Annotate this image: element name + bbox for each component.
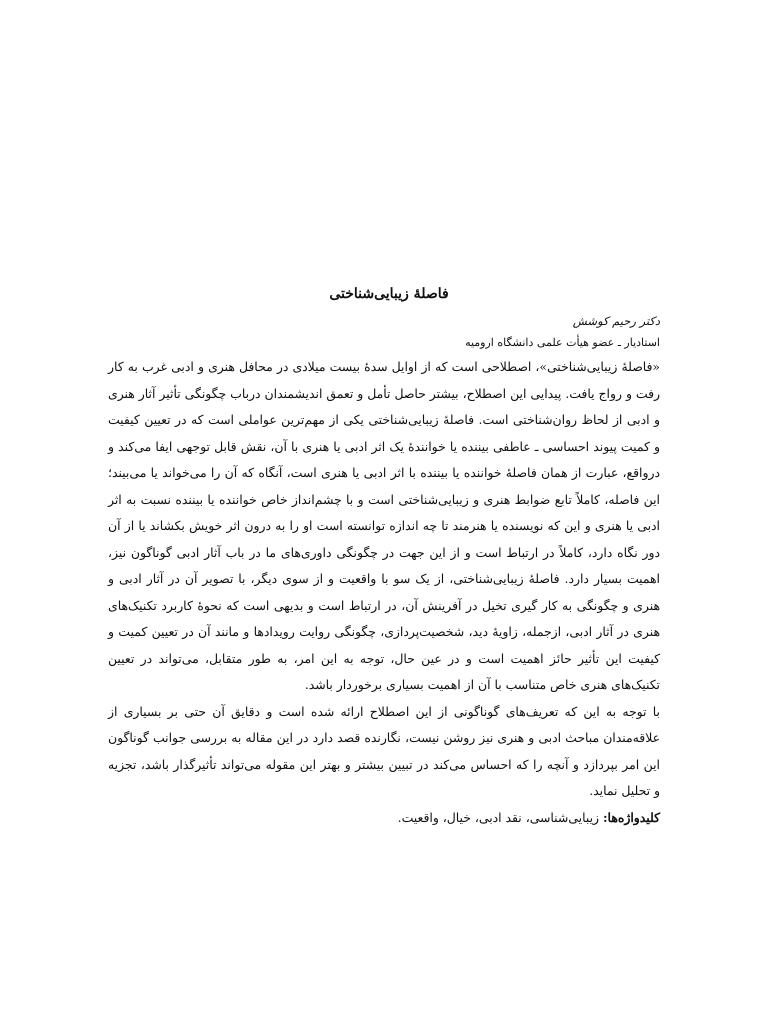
article-title: فاصلهٔ زیبایی‌شناختی <box>329 286 449 302</box>
article-page <box>108 284 660 831</box>
abstract-paragraph-2: با توجه به این که تعریف‌های گوناگونی از این اصطلاح ارائه شده است و دقایق آن حتی بر بسیاری از علاقه‌مندان مباحث ادبی و هنری نیز روشن نیست، نگارنده قصد دارد در این مقاله به بررسی جوانب گوناگون این امر بپردازد و آنچه را که احساس می‌کند در تبیین بیشتر و بهتر این مقوله می‌تواند تأثیرگذار باشد، تجزیه و تحلیل نماید. <box>108 703 660 798</box>
abstract <box>108 354 660 805</box>
abstract-paragraph-1: «فاصلهٔ زیبایی‌شناختی»، اصطلاحی است که از اوایل سدهٔ بیست میلادی در محافل هنری و ادبی غرب به کار رفت و رواج یافت. پیدایی این اصطلاح، بیشتر حاصل تأمل و تعمق اندیشمندان درباب چگونگی تأثیر آثار هنری و ادبی از لحاظ روان‌شناختی است. فاصلهٔ زیبایی‌شناختی یکی از مهم‌ترین عواملی است که در تعیین کیفیت و کمیت پیوند احساسی ـ عاطفی بیننده یا خوانندهٔ یک اثر ادبی یا هنری با آن، نقش قابل توجهی ایفا می‌کند و درواقع، عبارت از همان فاصلهٔ خواننده یا بیننده با اثر ادبی یا هنری است، آنگاه که آن را می‌خواند یا می‌بیند؛ این فاصله، کاملاً تابع ضوابط هنری و زیبایی‌شناختی است و با چشم‌انداز خاص خواننده یا بیننده نسبت به اثر ادبی یا هنری و این که نویسنده یا هنرمند تا چه اندازه توانسته است او را به درون اثر خویش بکشاند یا از آن دور نگاه دارد، کاملاً در ارتباط است و از این جهت در چگونگی داوری‌های ما در باب آثار ادبی گوناگون نیز، اهمیت بسیار دارد. فاصلهٔ زیبایی‌شناختی، از یک سو با واقعیت و از سوی دیگر، با تصویر آن در آثار ادبی و هنری و چگونگی به کار گیری تخیل در آفرینش آن، در ارتباط است و بدیهی است که نحوهٔ کاربرد تکنیک‌های هنری در آثار ادبی، ازجمله، زاویهٔ دید، شخصیت‌پردازی، چگونگی روایت رویدادها و مانند آن در تعیین کمیت و کیفیت این تأثیر حائز اهمیت است و در عین حال، توجه به این امر، به طور متقابل، می‌تواند در تعیین تکنیک‌های هنری خاص متناسب با آن از اهمیت بسیاری برخوردار باشد. <box>108 359 660 692</box>
keywords <box>108 805 660 832</box>
author-name: دکتر رحیم کوشش <box>572 314 660 328</box>
author-affiliation: استادیار ـ عضو هیأت علمی دانشگاه ارومیه <box>465 336 660 349</box>
keywords-list: زیبایی‌شناسی، نقد ادبی، خیال، واقعیت. <box>397 809 603 825</box>
keywords-label: کلیدواژه‌ها: <box>602 809 660 825</box>
